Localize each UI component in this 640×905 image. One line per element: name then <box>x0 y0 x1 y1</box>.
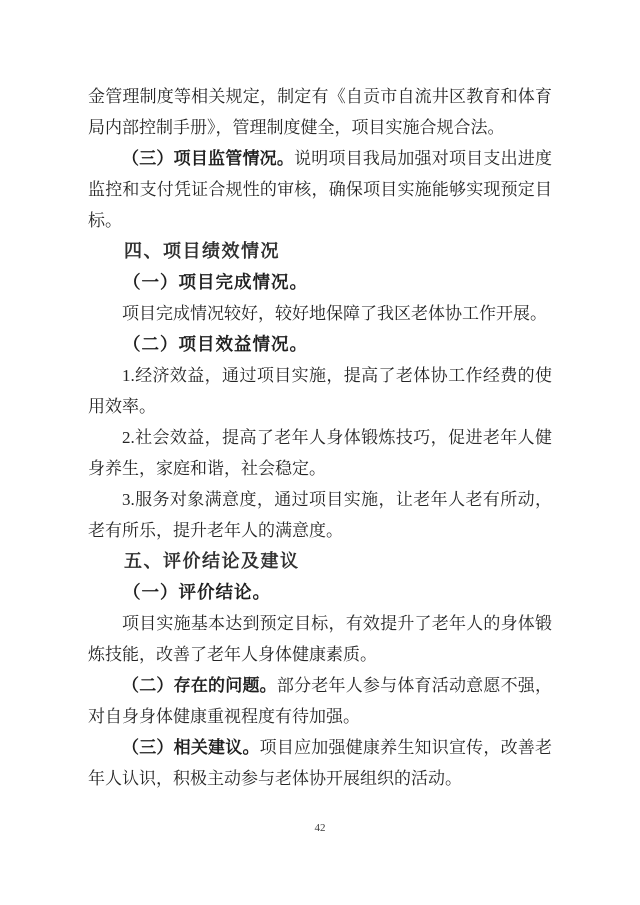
paragraph: 项目实施基本达到预定目标，有效提升了老年人的身体锻炼技能，改善了老年人身体健康素质。 <box>88 614 552 664</box>
paragraph: 2.社会效益，提高了老年人身体锻炼技巧，促进老年人健身养生，家庭和谐，社会稳定。 <box>88 428 552 478</box>
paragraph: （三）相关建议。项目应加强健康养生知识宣传，改善老年人认识，积极主动参与老体协开展组织的活动。 <box>88 738 553 788</box>
heading: （一）评价结论。 <box>123 582 271 602</box>
paragraph: 3.服务对象满意度，通过项目实施，让老年人老有所动，老有所乐，提升老年人的满意度。 <box>88 490 552 540</box>
heading: （二）项目效益情况。 <box>123 334 308 354</box>
document-body <box>88 81 552 794</box>
heading: （一）项目完成情况。 <box>123 272 308 292</box>
paragraph-lead: （二）存在的问题。 <box>122 676 277 695</box>
heading: 五、评价结论及建议 <box>124 551 300 571</box>
paragraph: 金管理制度等相关规定，制定有《自贡市自流井区教育和体育局内部控制手册》，管理制度健全，项目实施合规合法。 <box>88 87 552 137</box>
paragraph: （三）项目监管情况。说明项目我局加强对项目支出进度监控和支付凭证合规性的审核，确保项目实施能够实现预定目标。 <box>88 149 553 230</box>
heading: 四、项目绩效情况 <box>124 241 280 261</box>
paragraph: 项目完成情况较好，较好地保障了我区老体协工作开展。 <box>122 304 547 323</box>
paragraph-lead: （三）项目监管情况。 <box>122 149 295 168</box>
page-number: 42 <box>314 822 326 834</box>
paragraph-lead: （三）相关建议。 <box>122 738 260 757</box>
paragraph: （二）存在的问题。部分老年人参与体育活动意愿不强，对自身身体健康重视程度有待加强。 <box>88 676 552 726</box>
paragraph: 1.经济效益，通过项目实施，提高了老体协工作经费的使用效率。 <box>88 366 552 416</box>
